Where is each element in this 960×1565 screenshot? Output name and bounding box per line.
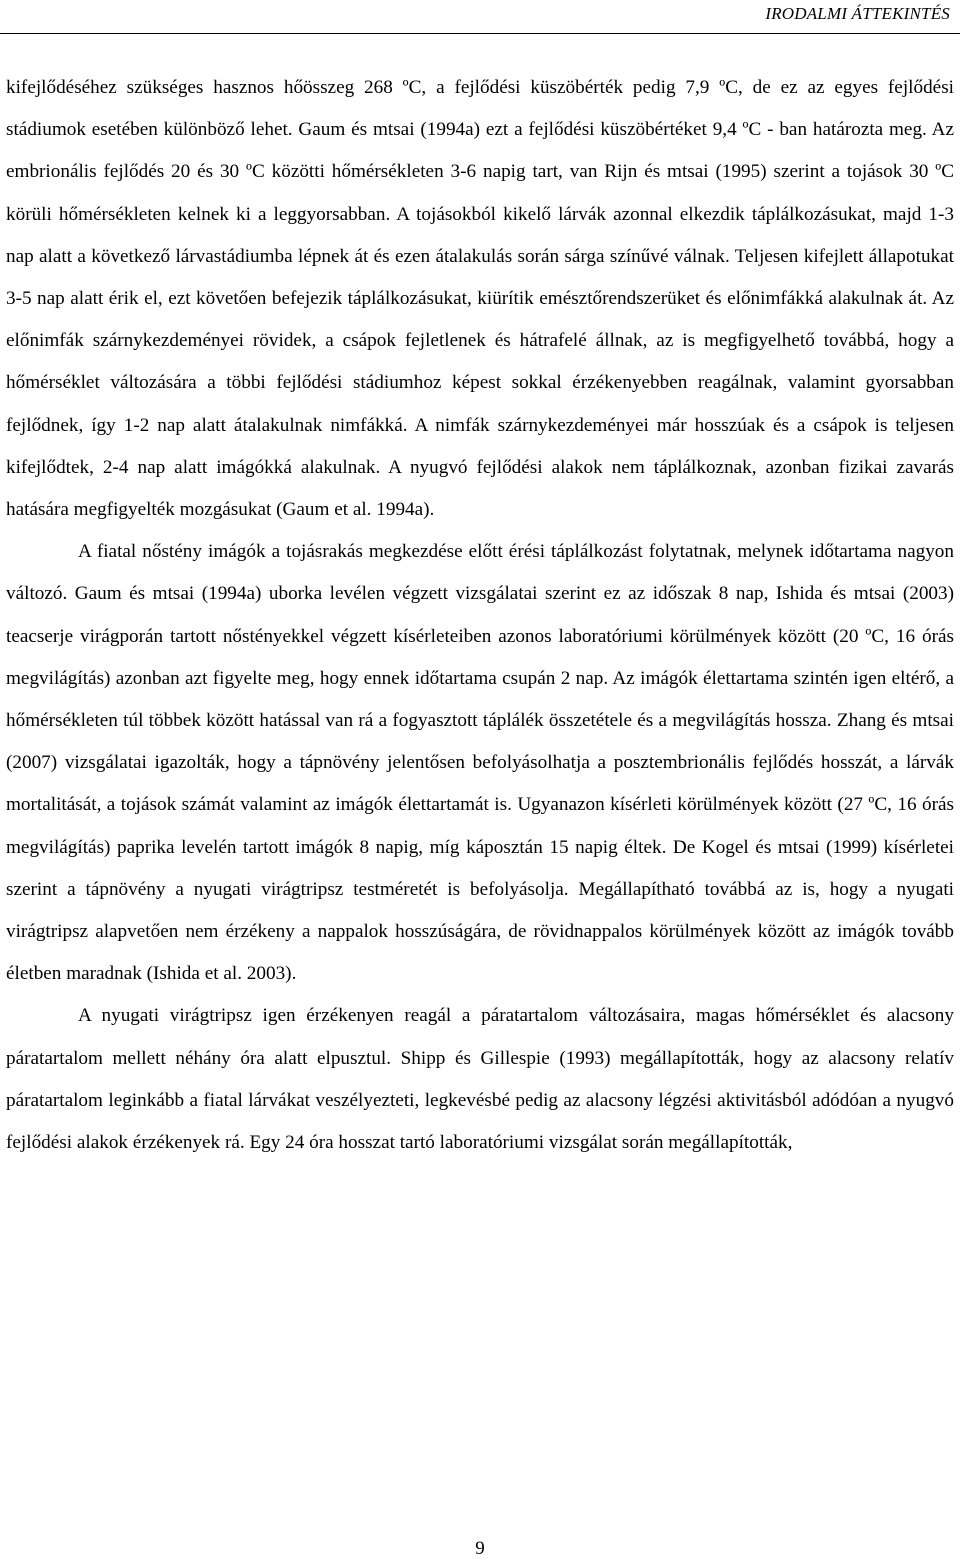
- header-rule: [0, 33, 960, 34]
- page-number: 9: [475, 1538, 485, 1559]
- running-header: IRODALMI ÁTTEKINTÉS: [765, 4, 950, 23]
- paragraph: kifejlődéséhez szükséges hasznos hőösszeg 268 ºC, a fejlődési küszöbérték pedig 7,9 ºC, de ez az egyes fejlődési stádiumok esetében különböző lehet. Gaum és mtsai (1994a) ezt a fejlődési küszöbértéket 9,4 ºC - ban határozta meg. Az embrionális fejlődés 20 és 30 ºC közötti hőmérsékleten 3-6 napig tart, van Rijn és mtsai (1995) szerint a tojások 30 ºC körüli hőmérsékleten kelnek ki a leggyorsabban. A tojásokból kikelő lárvák azonnal elkezdik táplálkozásukat, majd 1-3 nap alatt a következő lárvastádiumba lépnek át és ezen átalakulás során sárga színűvé válnak. Teljesen kifejlett állapotukat 3-5 nap alatt érik el, ezt követően befejezik táplálkozásukat, kiürítik emésztőrendszerüket és előnimfákká alakulnak át. Az előnimfák szárnykezdeményei rövidek, a csápok fejletlenek és hátrafelé állnak, az is megfigyelhető továbbá, hogy a hőmérséklet változására a többi fejlődési stádiumhoz képest sokkal érzékenyebben reagálnak, valamint gyorsabban fejlődnek, így 1-2 nap alatt átalakulnak nimfákká. A nimfák szárnykezdeményei már hosszúak és a csápok is teljesen kifejlődtek, 2-4 nap alatt imágókká alakulnak. A nyugvó fejlődési alakok nem táplálkoznak, azonban fizikai zavarás hatására megfigyelték mozgásukat (Gaum et al. 1994a).: [6, 77, 954, 521]
- page-body: [6, 67, 954, 1164]
- paragraph: A nyugati virágtripsz igen érzékenyen reagál a páratartalom változásaira, magas hőmérséklet és alacsony páratartalom mellett néhány óra alatt elpusztul. Shipp és Gillespie (1993) megállapították, hogy az alacsony relatív páratartalom leginkább a fiatal lárvákat veszélyezteti, legkevésbé pedig az alacsony légzési aktivitásból adódóan a nyugvó fejlődési alakok érzékenyek rá. Egy 24 óra hosszat tartó laboratóriumi vizsgálat során megállapították,: [6, 1005, 954, 1154]
- paragraph: A fiatal nőstény imágók a tojásrakás megkezdése előtt érési táplálkozást folytatnak, melynek időtartama nagyon változó. Gaum és mtsai (1994a) uborka levélen végzett vizsgálatai szerint ez az időszak 8 nap, Ishida és mtsai (2003) teacserje virágporán tartott nőstényekkel végzett kísérleteiben azonos laboratóriumi körülmények között (20 ºC, 16 órás megvilágítás) azonban azt figyelte meg, hogy ennek időtartama csupán 2 nap. Az imágók élettartama szintén igen eltérő, a hőmérsékleten túl többek között hatással van rá a fogyasztott táplálék összetétele és a megvilágítás hossza. Zhang és mtsai (2007) vizsgálatai igazolták, hogy a tápnövény jelentősen befolyásolhatja a posztembrionális fejlődés hosszát, a lárvák mortalitását, a tojások számát valamint az imágók élettartamát is. Ugyanazon kísérleti körülmények között (27 ºC, 16 órás megvilágítás) paprika levelén tartott imágók 8 napig, míg káposztán 15 napig éltek. De Kogel és mtsai (1999) kísérletei szerint a tápnövény a nyugati virágtripsz testméretét is befolyásolja. Megállapítható továbbá az is, hogy a nyugati virágtripsz alapvetően nem érzékeny a nappalok hosszúságára, de rövidnappalos körülmények között az imágók tovább életben maradnak (Ishida et al. 2003).: [6, 541, 954, 985]
